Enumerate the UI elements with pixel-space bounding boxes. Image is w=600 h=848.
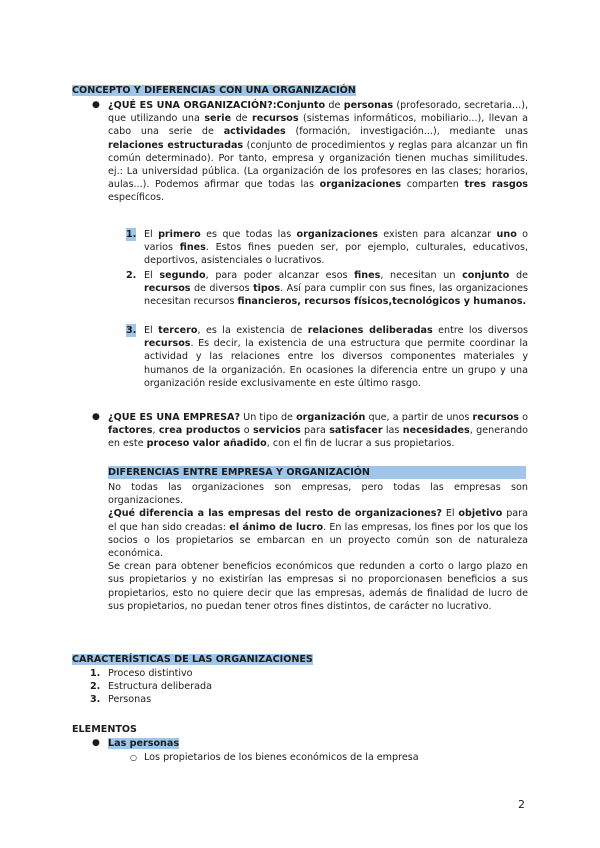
bold-run: el ánimo de lucro [229, 521, 324, 533]
list-number: 2. [90, 681, 101, 693]
list-item-text: Proceso distintivo [108, 668, 193, 679]
text-run: , necesitan un [380, 270, 463, 281]
section-heading-elementos [72, 723, 137, 736]
bold-run: crea productos [158, 425, 241, 437]
elementos-bullet [92, 737, 180, 750]
text-run: de [325, 100, 344, 111]
text-run: . Estos fines pueden ser, por ejemplo, culturales, educativos, deportivos, asistenciales o lucrativos. [144, 242, 528, 267]
bold-run: conjunto [462, 270, 510, 281]
bold-run: fines [354, 270, 381, 281]
bullet-dot: ● [92, 412, 100, 422]
bold-run: uno [496, 229, 517, 240]
text-run: es que todas las [200, 229, 297, 240]
text-run: para el que han sido creadas: [108, 508, 528, 533]
text-run: Un tipo de [240, 412, 297, 423]
text-run: . Así para cumplir con sus fines, las organizaciones necesitan recursos [144, 283, 528, 308]
list-number: 1. [126, 229, 137, 240]
section-heading-diferencias [108, 466, 526, 479]
circle-bullet-icon: ○ [130, 753, 137, 762]
bold-run: tipos [253, 283, 281, 295]
bold-run: factores [108, 425, 153, 437]
elementos-subitem: Los propietarios de los bienes económicos de la empresa [144, 752, 419, 763]
text-run: o varios [144, 229, 528, 254]
bold-run: recursos [472, 412, 519, 423]
text-run: comparten [401, 179, 465, 191]
bold-run: ¿QUÉ ES UNA ORGANIZACIÓN?:Conjunto [108, 100, 326, 111]
bold-run: organizaciones [296, 229, 378, 240]
list-item [90, 680, 408, 693]
bold-run: tercero [158, 325, 198, 336]
text-run: , con el fin de lucrar a sus propietarios. [266, 438, 455, 450]
section-heading-caracteristicas [72, 653, 313, 666]
bold-run: organización [296, 412, 366, 423]
page-number: 2 [518, 798, 525, 811]
text-run: El [144, 325, 159, 336]
list-number: 3. [126, 325, 137, 336]
text-run: , para poder alcanzar esos [205, 270, 355, 281]
bold-run: relaciones estructuradas [108, 139, 244, 151]
rasgo-item-3 [126, 324, 529, 390]
bold-run: proceso valor añadido [146, 438, 267, 450]
bullet-organizacion [92, 99, 529, 205]
text-run: específicos. [108, 192, 165, 204]
heading-text: ELEMENTOS [72, 724, 137, 735]
text-run: (profesorado, secretaria...), que utilizando una [108, 100, 528, 125]
bold-run: segundo [159, 270, 206, 281]
bold-run: tres rasgos [464, 179, 528, 191]
bold-run: recursos [144, 283, 191, 295]
text-run: de [509, 270, 528, 281]
paragraph-organizacion [108, 99, 528, 205]
text-run: , generando en este [108, 425, 528, 450]
bold-run: relaciones deliberadas [307, 325, 433, 336]
heading-text: DIFERENCIAS ENTRE EMPRESA Y ORGANIZACIÓN [108, 467, 370, 478]
diferencias-p2 [108, 507, 528, 560]
bullet-dot: ● [92, 738, 100, 748]
diferencias-p1: No todas las organizaciones son empresas, pero todas las empresas son organizaciones. [108, 482, 528, 507]
bold-run: objetivo [458, 508, 503, 520]
rasgo-item-1 [126, 228, 528, 268]
text-run: para [300, 425, 330, 437]
text-run: las [382, 425, 403, 437]
list-item [90, 693, 408, 706]
text-run: El [442, 508, 459, 520]
bold-run: financieros, recursos físicos,tecnológicos y humanos. [237, 296, 527, 308]
rasgo-text-3 [144, 324, 528, 390]
list-number: 3. [90, 694, 101, 706]
bold-run: serie [204, 113, 232, 125]
elementos-subbullet [130, 751, 419, 764]
text-run: de [231, 113, 253, 125]
diferencias-body [108, 481, 528, 613]
bold-run: recursos [144, 338, 191, 350]
rasgo-text-2 [144, 269, 528, 309]
heading-text: CARACTERÍSTICAS DE LAS ORGANIZACIONES [72, 654, 313, 665]
text-run: o [240, 425, 253, 437]
rasgo-text-1 [144, 228, 528, 268]
list-item [90, 667, 408, 680]
rasgo-item-2 [126, 269, 528, 309]
paragraph-empresa [108, 411, 528, 451]
bold-run: recursos [252, 113, 299, 125]
text-run: que, a partir de unos [365, 412, 473, 423]
list-number: 2. [126, 270, 137, 281]
text-run: de diversos [190, 283, 254, 295]
list-number: 1. [90, 668, 101, 679]
bold-run: primero [158, 229, 201, 240]
text-run: . En las empresas, los fines por los que los socios o los propietarios se embarcan en un proyecto común son de naturaleza económica. [108, 521, 529, 560]
text-run: El [144, 270, 160, 281]
text-run: El [144, 229, 159, 240]
bullet-empresa [92, 411, 529, 451]
bold-run: fines [179, 242, 206, 254]
bold-run: organizaciones [319, 179, 402, 191]
list-item-text: Personas [108, 694, 152, 706]
bold-run: ¿Qué diferencia a las empresas del resto de organizaciones? [108, 508, 442, 520]
diferencias-p3: Se crean para obtener beneficios económicos que redunden a corto o largo plazo en sus propietarios y no existirían las empresas si no proporcionasen beneficios a sus propietarios, esto no quiere decir que las empresas, además de finalidad de lucro de sus propietarios, no puedan tener otros fines distintos, de carácter no lucrativo. [108, 561, 528, 612]
section-heading-concepto [72, 84, 362, 97]
bold-run: necesidades [402, 425, 470, 437]
bold-run: ¿QUE ES UNA EMPRESA? [108, 412, 241, 423]
text-run: (conjunto de procedimientos y reglas para alcanzar un fin común determinado). Por tanto, empresa y organización tienen muchas similitudes. ej.: La universidad pública. (La organización de los profesores en las clases; horarios, aulas...). Podemos afirmar que todas las [108, 139, 528, 191]
text-run: . Es decir, la existencia de una estructura que permite coordinar la actividad y las relaciones entre los diversos componentes materiales y humanos de la organización. En ocasiones la diferencia entre un grupo y una organización reside exclusivamente en este último rasgo. [144, 338, 528, 389]
bold-run: satisfacer [329, 425, 383, 437]
caracteristicas-list [90, 667, 408, 707]
list-item-text: Estructura deliberada [108, 681, 212, 693]
bold-run: actividades [223, 126, 286, 138]
text-run: entre los diversos [432, 325, 529, 336]
text-run: o [519, 412, 529, 423]
text-run: , es la existencia de [197, 325, 308, 336]
bold-run: personas [343, 100, 394, 111]
heading-text: CONCEPTO Y DIFERENCIAS CON UNA ORGANIZACIÓN [72, 85, 356, 96]
text-run: existen para alcanzar [377, 229, 497, 240]
bullet-dot: ● [92, 100, 100, 110]
text-run: (formación, investigación...), mediante unas [285, 126, 528, 138]
text-run: (sistemas informáticos, mobiliario...), llevan a cabo una serie de [108, 113, 529, 138]
elementos-item: Las personas [108, 738, 180, 749]
text-run: , [152, 425, 159, 437]
bold-run: servicios [252, 425, 301, 437]
